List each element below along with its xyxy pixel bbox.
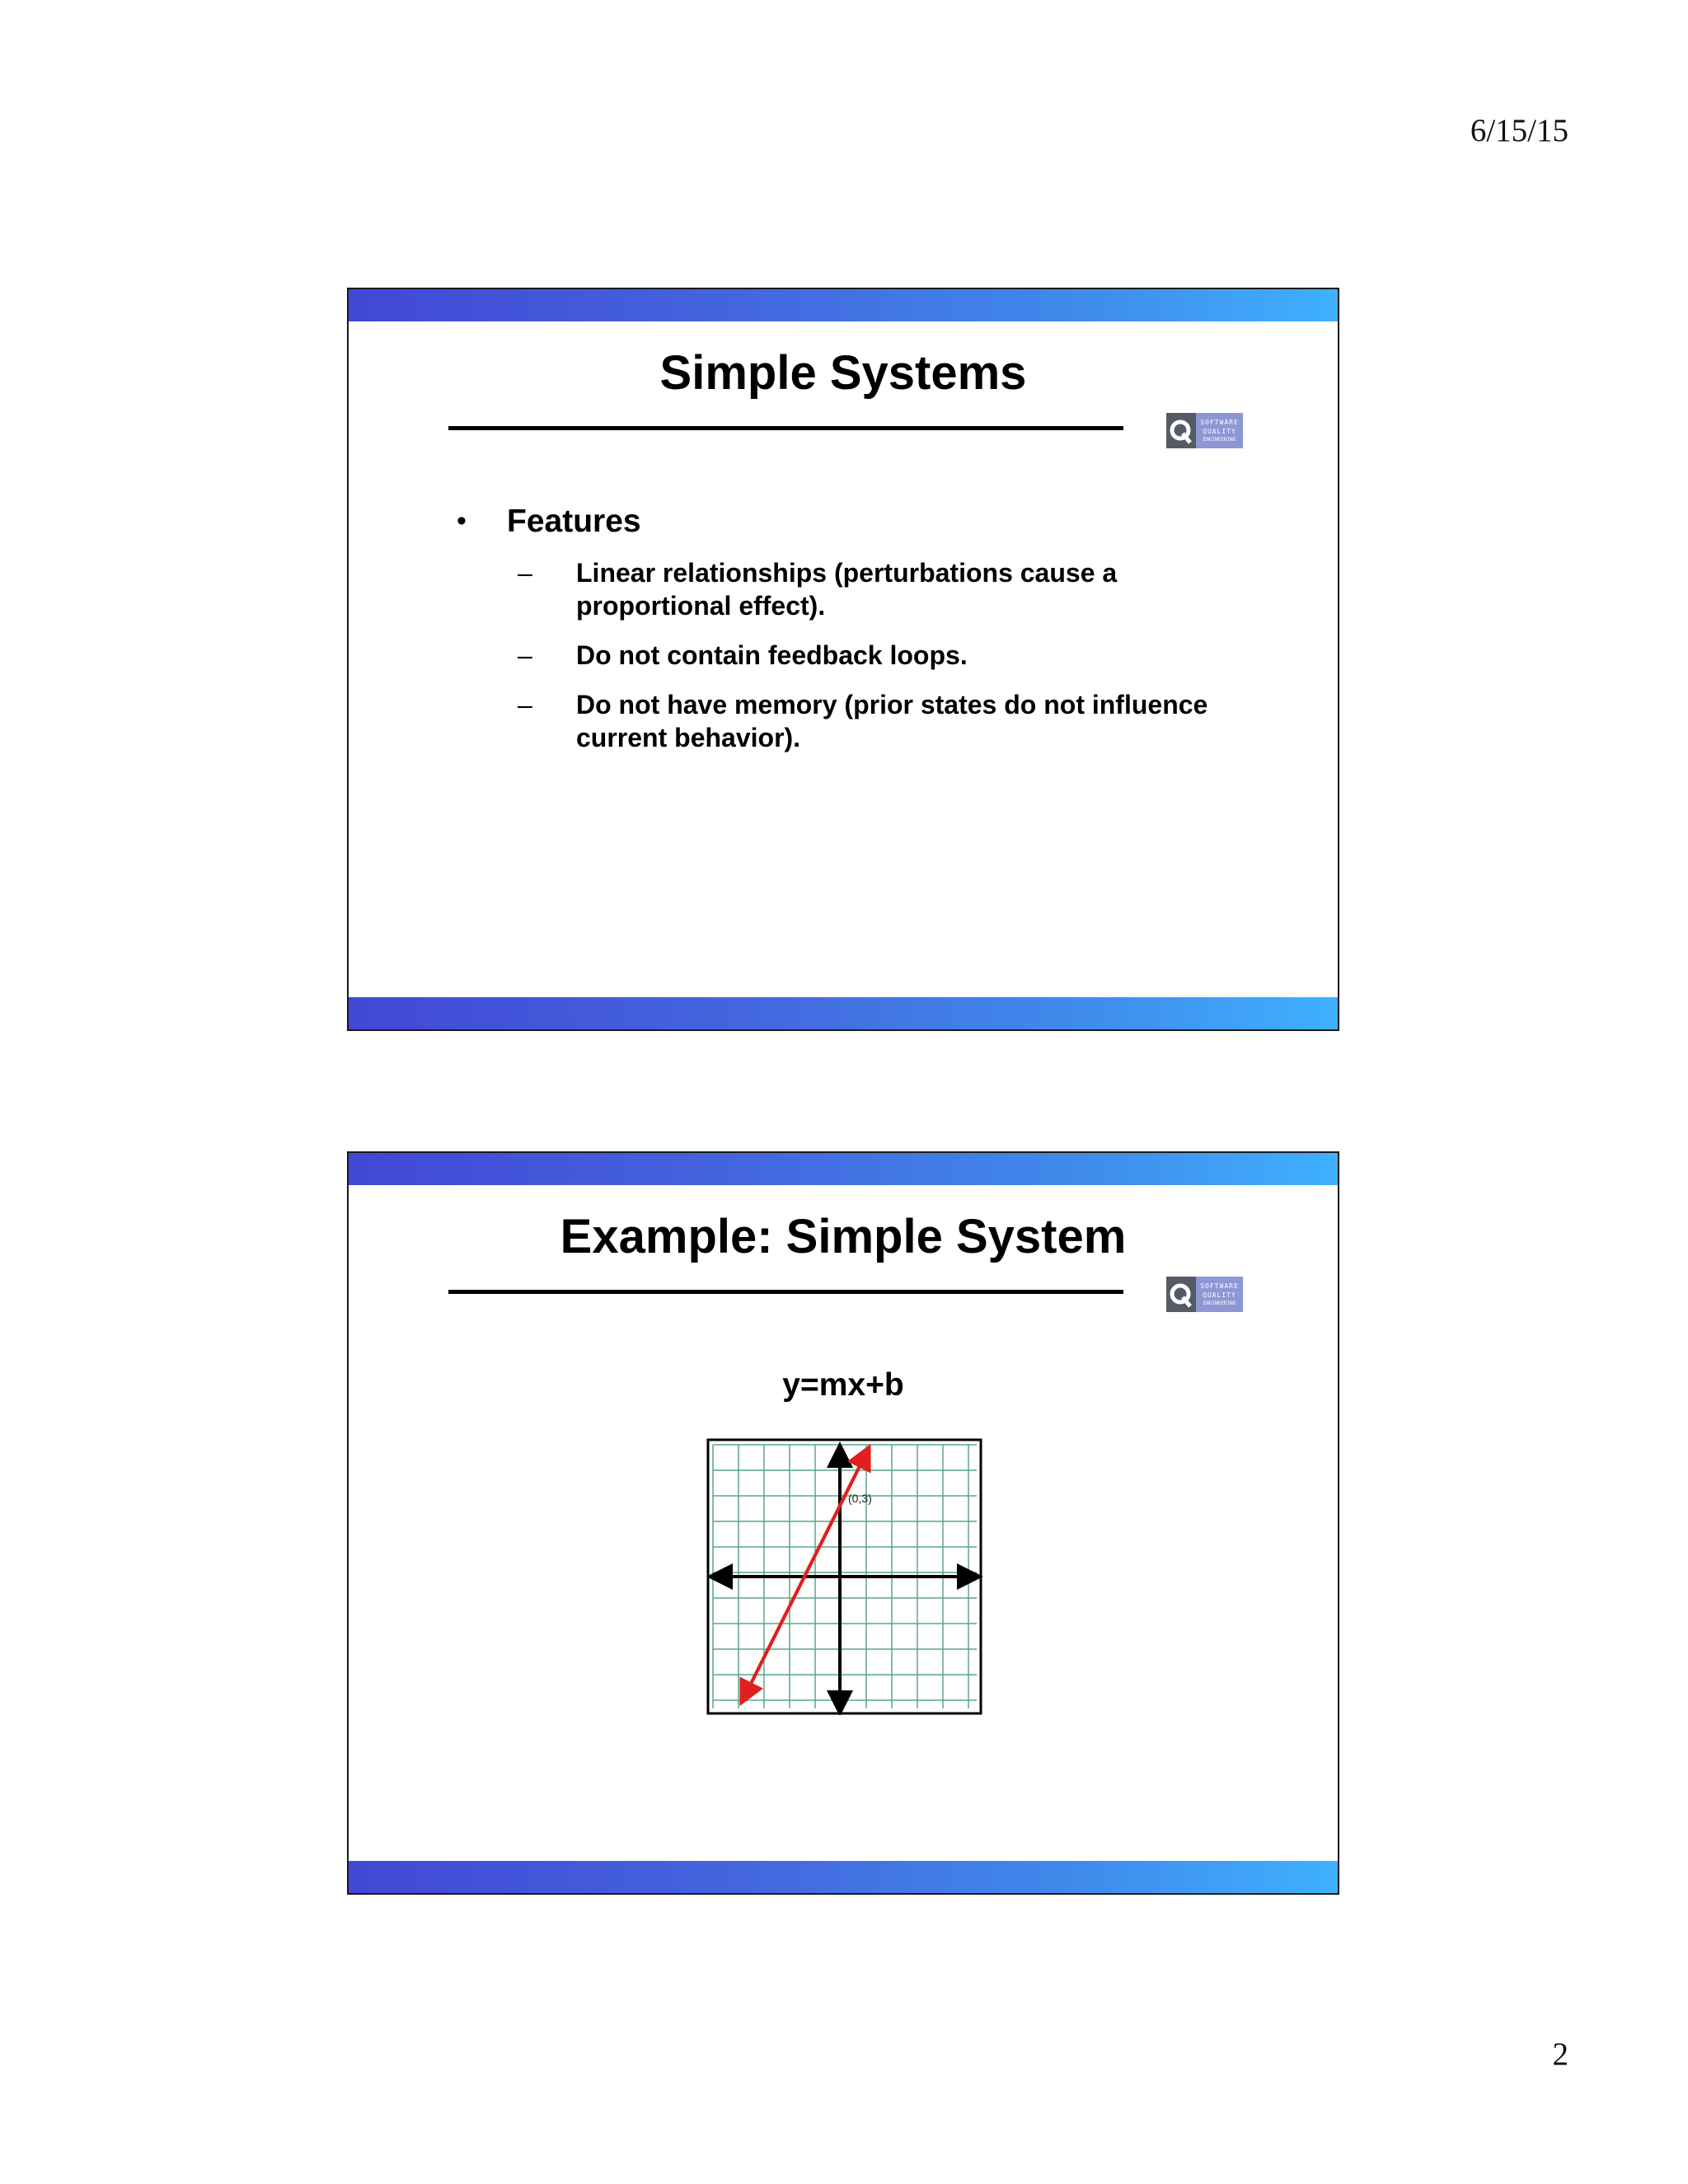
company-logo bbox=[1166, 1277, 1243, 1312]
bullet-label: Features bbox=[507, 504, 641, 539]
slide-footer-band bbox=[349, 1861, 1338, 1893]
sub-bullet-text: Linear relationships (perturbations cause a proportional effect). bbox=[576, 558, 1118, 621]
slide-example-simple-system bbox=[347, 1151, 1339, 1895]
dash-icon: – bbox=[518, 640, 532, 670]
graph-canvas bbox=[706, 1438, 982, 1715]
linear-graph bbox=[706, 1438, 982, 1715]
page-date: 6/15/15 bbox=[1470, 113, 1568, 148]
bullet-features bbox=[457, 504, 641, 540]
bullet-dot-icon: • bbox=[457, 505, 467, 537]
title-divider bbox=[448, 426, 1123, 430]
slide-footer-band bbox=[349, 997, 1338, 1029]
q-logo-icon bbox=[1166, 413, 1196, 448]
list-item bbox=[518, 688, 1276, 754]
slide-header-band bbox=[349, 1153, 1338, 1185]
point-label: (0,3) bbox=[848, 1492, 872, 1505]
sub-bullet-text: Do not contain feedback loops. bbox=[576, 640, 968, 670]
logo-wordmark: SOFTWARE QUALITY ENGINEERING bbox=[1196, 1277, 1243, 1312]
slide-title: Simple Systems bbox=[659, 346, 1027, 400]
company-logo bbox=[1166, 413, 1243, 448]
list-item bbox=[518, 556, 1276, 622]
logo-wordmark: SOFTWARE QUALITY ENGINEERING bbox=[1196, 413, 1243, 448]
dash-icon: – bbox=[518, 690, 532, 719]
q-logo-icon bbox=[1166, 1277, 1196, 1312]
title-divider bbox=[448, 1290, 1123, 1294]
slide-simple-systems bbox=[347, 288, 1339, 1031]
sub-bullet-text: Do not have memory (prior states do not influence current behavior). bbox=[576, 690, 1208, 752]
dash-icon: – bbox=[518, 558, 532, 588]
slide-title: Example: Simple System bbox=[560, 1210, 1127, 1263]
list-item bbox=[518, 639, 1276, 672]
equation-label: y=mx+b bbox=[782, 1367, 904, 1403]
slide-header-band bbox=[349, 289, 1338, 321]
page-number: 2 bbox=[1552, 2036, 1568, 2072]
sub-bullet-list bbox=[518, 556, 1276, 771]
